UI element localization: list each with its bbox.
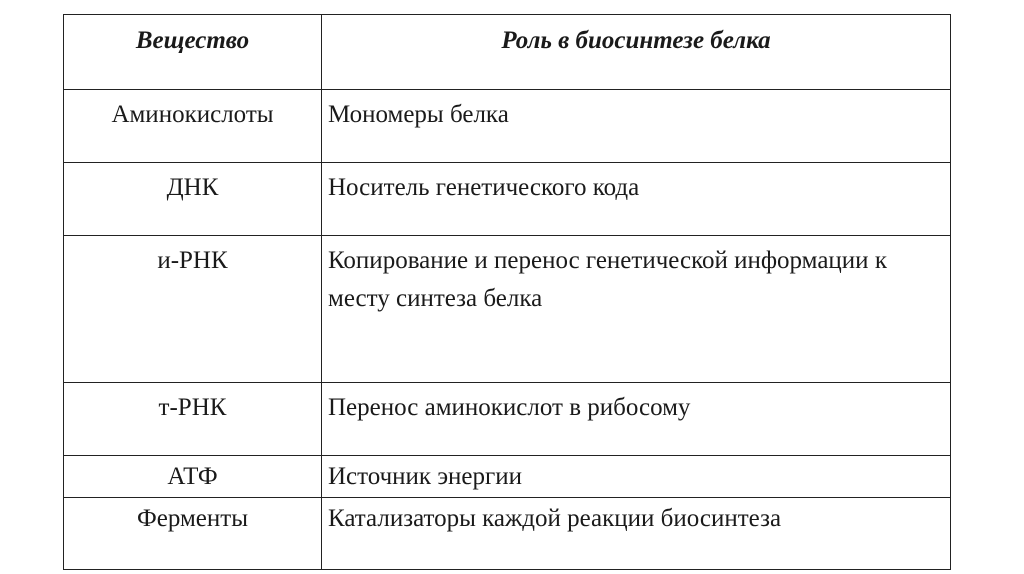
role-cell	[322, 456, 951, 498]
role-text: Копирование и перенос генетической информации к месту синтеза белка	[328, 247, 887, 312]
table-row	[64, 163, 951, 236]
table-row	[64, 383, 951, 456]
role-cell	[322, 383, 951, 456]
header-role-text: Роль в биосинтезе белка	[501, 27, 771, 54]
substance-text: Ферменты	[137, 505, 248, 532]
substance-cell	[64, 456, 322, 498]
role-text: Катализаторы каждой реакции биосинтеза	[328, 505, 782, 532]
substance-cell	[64, 498, 322, 570]
substance-cell	[64, 236, 322, 383]
table-row	[64, 236, 951, 383]
role-cell	[322, 236, 951, 383]
table-row	[64, 498, 951, 570]
table-row	[64, 90, 951, 163]
biosynthesis-table	[63, 14, 951, 570]
substance-text: ДНК	[166, 174, 219, 201]
role-text: Мономеры белка	[328, 101, 509, 128]
substance-cell	[64, 163, 322, 236]
header-substance	[64, 15, 322, 90]
table-row	[64, 456, 951, 498]
role-text: Перенос аминокислот в рибосому	[328, 394, 691, 421]
substance-text: АТФ	[167, 463, 218, 490]
role-cell	[322, 90, 951, 163]
substance-text: т-РНК	[158, 394, 227, 421]
substance-text: Аминокислоты	[111, 101, 274, 128]
substance-cell	[64, 383, 322, 456]
table-header-row	[64, 15, 951, 90]
role-text: Носитель генетического кода	[328, 174, 640, 201]
substance-text: и-РНК	[157, 247, 228, 274]
substance-cell	[64, 90, 322, 163]
role-cell	[322, 498, 951, 570]
role-text: Источник энергии	[328, 463, 523, 490]
header-substance-text: Вещество	[135, 27, 250, 54]
role-cell	[322, 163, 951, 236]
header-role	[322, 15, 951, 90]
